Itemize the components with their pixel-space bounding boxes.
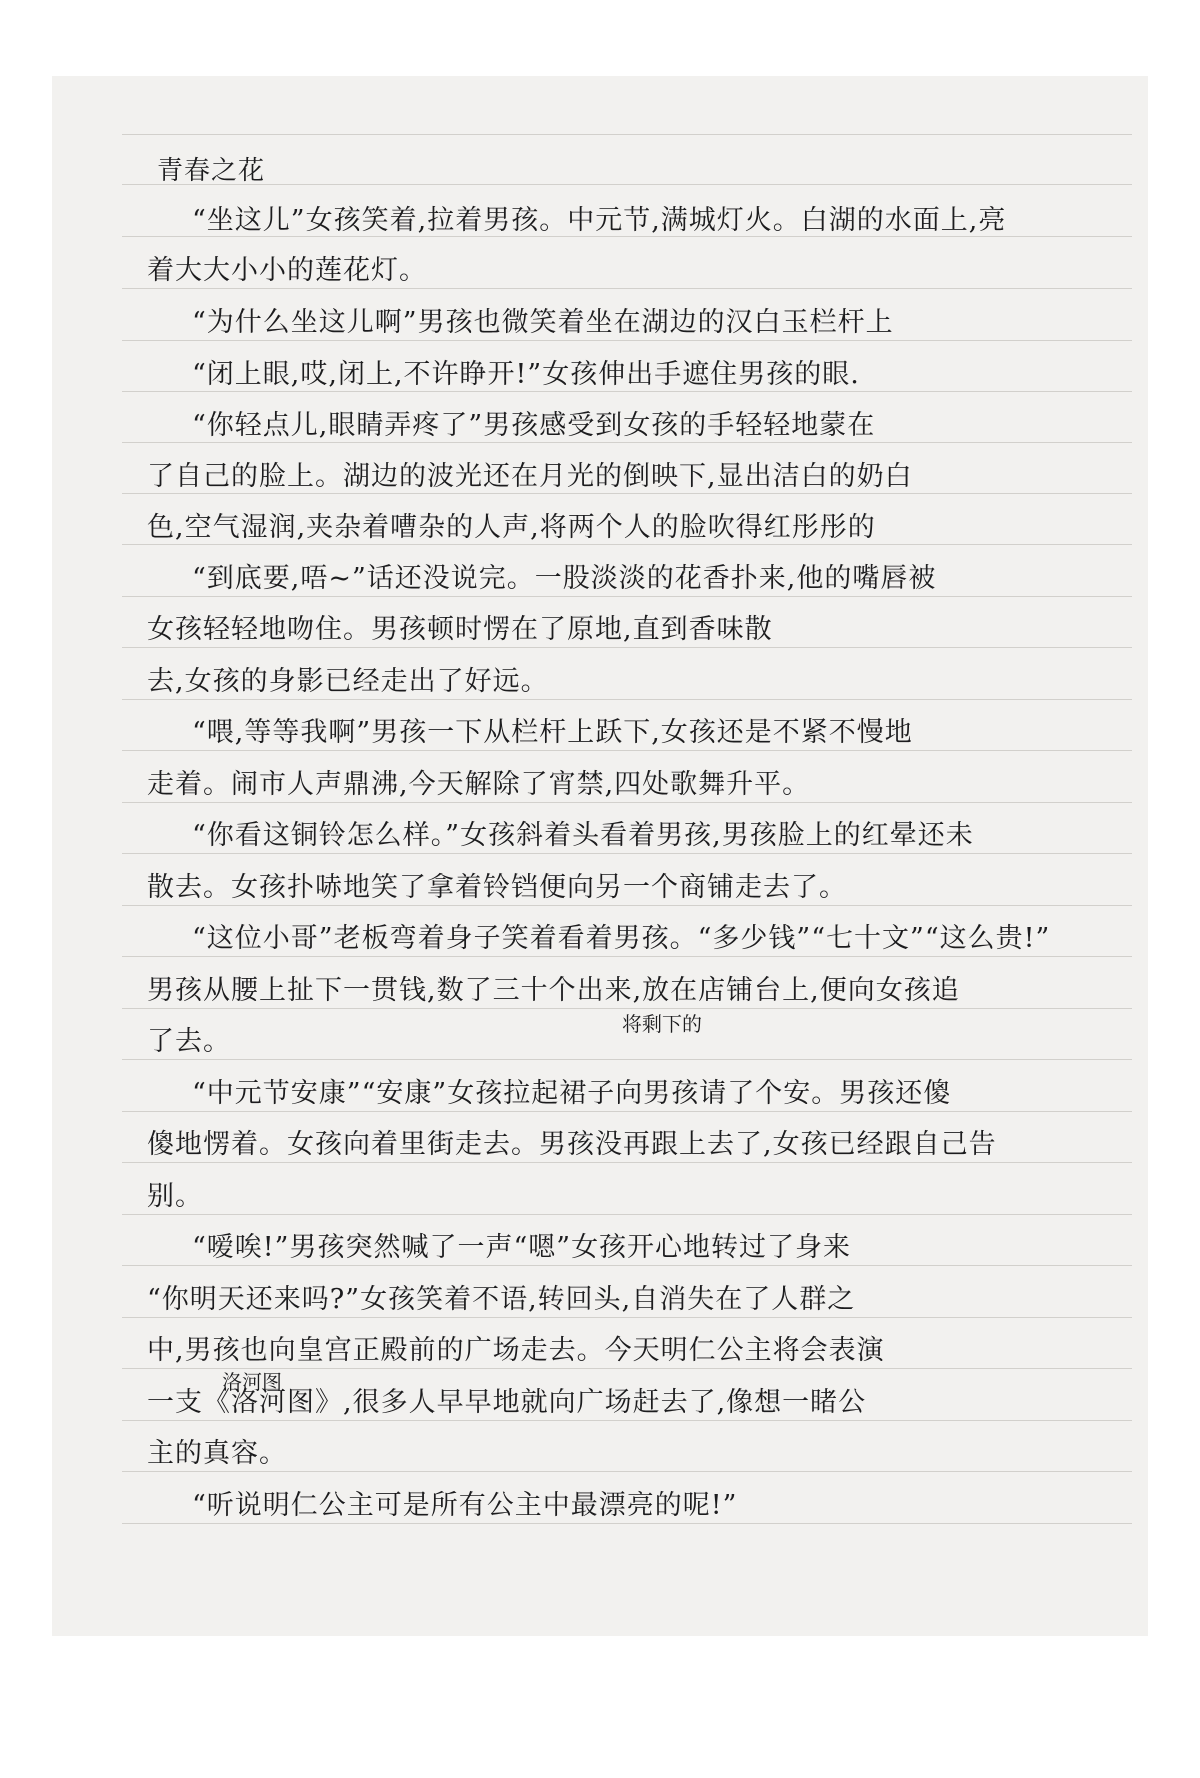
ruled-line	[122, 1420, 1132, 1421]
text-line: “你看这铜铃怎么样。”女孩斜着头看着男孩,男孩脸上的红晕还未	[192, 820, 974, 851]
ruled-line	[122, 750, 1132, 751]
ruled-line	[122, 340, 1132, 341]
text-line: “你轻点儿,眼睛弄疼了”男孩感受到女孩的手轻轻地蒙在	[192, 410, 876, 441]
ruled-line	[122, 1162, 1132, 1163]
text-line: 中,男孩也向皇宫正殿前的广场走去。今天明仁公主将会表演	[147, 1335, 885, 1366]
text-line: “这位小哥”老板弯着身子笑着看着男孩。“多少钱”“七十文”“这么贵!”	[192, 923, 1051, 954]
ruled-line	[122, 288, 1132, 289]
text-line: “嗳唉!”男孩突然喊了一声“嗯”女孩开心地转过了身来	[192, 1232, 852, 1263]
ruled-line	[122, 853, 1132, 854]
ruled-line	[122, 1523, 1132, 1524]
ruled-line	[122, 1059, 1132, 1060]
text-line: 色,空气湿润,夹杂着嘈杂的人声,将两个人的脸吹得红彤彤的	[147, 512, 876, 543]
text-line: “听说明仁公主可是所有公主中最漂亮的呢!”	[192, 1490, 738, 1521]
text-line: “喂,等等我啊”男孩一下从栏杆上跃下,女孩还是不紧不慢地	[192, 717, 913, 748]
ruled-line	[122, 956, 1132, 957]
ruled-line	[122, 1265, 1132, 1266]
ruled-line	[122, 802, 1132, 803]
ruled-line	[122, 134, 1132, 135]
text-line: 别。	[147, 1181, 203, 1212]
text-line: 一支《洛河图》,很多人早早地就向广场赶去了,像想一睹公	[147, 1387, 867, 1418]
text-line: “为什么坐这儿啊”男孩也微笑着坐在湖边的汉白玉栏杆上	[192, 307, 894, 338]
text-line: 了自己的脸上。湖边的波光还在月光的倒映下,显出洁白的奶白	[147, 461, 913, 492]
text-line: “闭上眼,哎,闭上,不许睁开!”女孩伸出手遮住男孩的眼.	[192, 359, 860, 390]
ruled-line	[122, 905, 1132, 906]
text-line: “坐这儿”女孩笑着,拉着男孩。中元节,满城灯火。白湖的水面上,亮	[192, 205, 1007, 236]
text-line: “中元节安康”“安康”女孩拉起裙子向男孩请了个安。男孩还傻	[192, 1078, 952, 1109]
text-line: “到底要,唔~”话还没说完。一股淡淡的花香扑来,他的嘴唇被	[192, 563, 937, 594]
ruled-line	[122, 647, 1132, 648]
text-line: 主的真容。	[147, 1438, 287, 1469]
text-line: 走着。闹市人声鼎沸,今天解除了宵禁,四处歌舞升平。	[147, 769, 811, 800]
text-line: 着大大小小的莲花灯。	[147, 255, 427, 286]
ruled-line	[122, 1317, 1132, 1318]
text-line: 女孩轻轻地吻住。男孩顿时愣在了原地,直到香味散	[147, 614, 773, 645]
text-line: 傻地愣着。女孩向着里街走去。男孩没再跟上去了,女孩已经跟自己告	[147, 1129, 997, 1160]
ruled-line	[122, 1008, 1132, 1009]
inserted-annotation: 洛河图	[222, 1370, 282, 1394]
text-line: 了去。	[147, 1026, 231, 1057]
ruled-line	[122, 699, 1132, 700]
notebook-page	[52, 76, 1148, 1636]
ruled-line	[122, 1471, 1132, 1472]
text-line: 去,女孩的身影已经走出了好远。	[147, 666, 549, 697]
inserted-annotation: 将剩下的	[622, 1012, 702, 1036]
text-line: 男孩从腰上扯下一贯钱,数了三十个出来,放在店铺台上,便向女孩追	[147, 975, 960, 1006]
ruled-line	[122, 1214, 1132, 1215]
text-line: “你明天还来吗?”女孩笑着不语,转回头,自消失在了人群之	[147, 1284, 856, 1315]
ruled-line	[122, 596, 1132, 597]
page-title: 青春之花	[157, 156, 266, 186]
ruled-line	[122, 1111, 1132, 1112]
text-line: 散去。女孩扑哧地笑了拿着铃铛便向另一个商铺走去了。	[147, 872, 847, 903]
ruled-line	[122, 1368, 1132, 1369]
